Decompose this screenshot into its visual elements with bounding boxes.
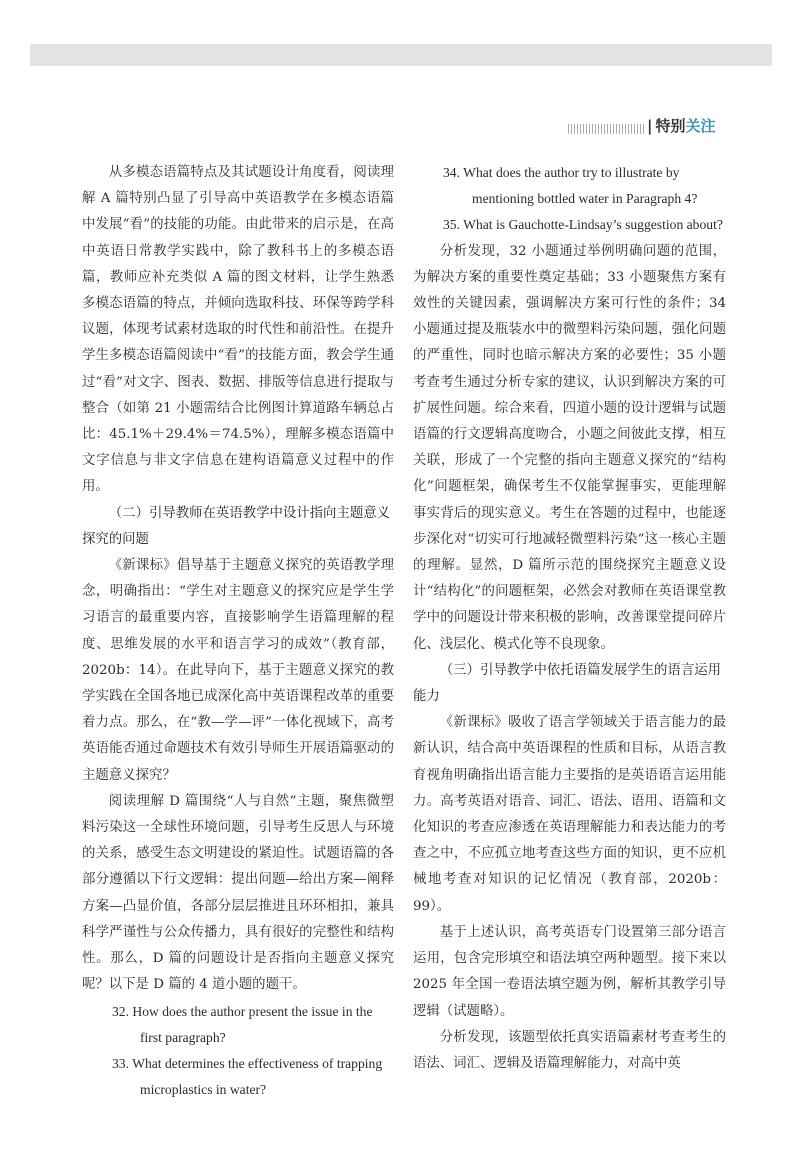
question-list-left <box>82 999 394 1104</box>
question-item: 35. What is Gauchotte-Lindsay’s suggestion about? <box>443 217 723 233</box>
section-tag-part2: 关注 <box>685 117 716 135</box>
question-item: 34. What does the author try to illustrate by mentioning bottled water in Paragraph 4? <box>443 165 698 207</box>
question-item: 32. How does the author present the issue in the first paragraph? <box>112 1003 373 1045</box>
tag-divider-bar: | <box>647 117 653 135</box>
left-column <box>82 160 394 1103</box>
header-hatch-decoration <box>568 124 644 134</box>
question-item: 33. What determines the effectiveness of trapping microplastics in water? <box>112 1055 383 1098</box>
right-column <box>413 160 726 1077</box>
paragraph-language-ability: 《新课标》吸收了语言学领域关于语言能力的最新认识，结合高中英语课程的性质和目标，从语言教育视角明确指出语言能力主要指的是英语语言运用能力。高考英语对语音、词汇、语法、语用、语篇和文化知识的考查应渗透在英语理解能力和表达能力的考查之中，不应孤立地考查这些方面的知识，更不应机械地考查对知识的记忆情况（教育部，2020b：99）。 <box>413 715 726 914</box>
section-tag-part1: 特别 <box>655 117 686 135</box>
top-banner-band <box>30 44 772 66</box>
question-list-right <box>413 160 726 239</box>
paragraph-passage-d: 阅读理解 D 篇围绕“人与自然”主题，聚焦微塑料污染这一全球性环境问题，引导考生反思人与环境的关系，感受生态文明建设的紧迫性。试题语篇的各部分遵循以下行文逻辑：提出问题—给出方案—阐释方案—凸显价值，各部分层层推进且环环相扣，兼具科学严谨性与公众传播力，具有很好的完整性和结构性。那么，D 篇的问题设计是否指向主题意义探究呢？以下是 D 篇的 4 道小题的题干。 <box>82 793 394 993</box>
paragraph-language-use-section: 基于上述认识，高考英语专门设置第三部分语言运用，包含完形填空和语法填空两种题型。接下来以 2025 年全国一卷语法填空题为例，解析其教学引导逻辑（试题略）。 <box>413 924 726 1019</box>
section-tag <box>647 114 716 138</box>
section-heading-2: （二）引导教师在英语教学中设计指向主题意义探究的问题 <box>82 505 390 547</box>
section-heading-3: （三）引导教学中依托语篇发展学生的语言运用能力 <box>413 662 721 705</box>
paragraph-grammar-fill-analysis: 分析发现，该题型依托真实语篇素材考查考生的语法、词汇、逻辑及语篇理解能力，对高中英 <box>413 1029 726 1071</box>
paragraph-curriculum-standard: 《新课标》倡导基于主题意义探究的英语教学理念，明确指出：“学生对主题意义的探究应是学生学习语言的最重要内容，直接影响学生语篇理解的程度、思维发展的水平和语言学习的成效”（教育部，2020b：14）。在此导向下，基于主题意义探究的教学实践在全国各地已成深化高中英语课程改革的重要着力点。那么，在“教—学—评”一体化视域下，高考英语能否通过命题技术有效引导师生开展语篇驱动的主题意义探究？ <box>82 558 394 783</box>
paragraph-multimodal: 从多模态语篇特点及其试题设计角度看，阅读理解 A 篇特别凸显了引导高中英语教学在多模态语篇中发展“看”的技能的功能。由此带来的启示是，在高中英语日常教学实践中，除了教科书上的多模态语篇，教师应补充类似 A 篇的图文材料，让学生熟悉多模态语篇的特点，并倾向选取科技、环保等跨学科议题，体现考试素材选取的时代性和前沿性。在提升学生多模态语篇阅读中“看”的技能方面，教会学生通过“看”对文字、图表、数据、排版等信息进行提取与整合（如第 21 小题需结合比例图计算道路车辆总占比：45.1%＋29.4%＝74.5%），理解多模态语篇中文字信息与非文字信息在建构语篇意义过程中的作用。 <box>82 165 394 495</box>
paragraph-question-analysis: 分析发现，32 小题通过举例明确问题的范围，为解决方案的重要性奠定基础；33 小题聚焦方案有效性的关键因素，强调解决方案可行性的条件；34 小题通过提及瓶装水中的微塑料污染问题，强化问题的严重性，同时也暗示解决方案的必要性；35 小题考查考生通过分析专家的建议，认识到解决方案的可扩展性问题。综合来看，四道小题的设计逻辑与试题语篇的行文逻辑高度吻合，小题之间彼此支撑，相互关联，形成了一个完整的指向主题意义探究的“结构化”问题框架，确保考生不仅能掌握事实，更能理解事实背后的现实意义。考生在答题的过程中，也能逐步深化对“切实可行地减轻微塑料污染”这一核心主题的理解。显然，D 篇所示范的围绕探究主题意义设计“结构化”的问题框架，必然会对教师在英语课堂教学中的问题设计带来积极的影响，改善课堂提问碎片化、浅层化、模式化等不良现象。 <box>413 243 726 652</box>
